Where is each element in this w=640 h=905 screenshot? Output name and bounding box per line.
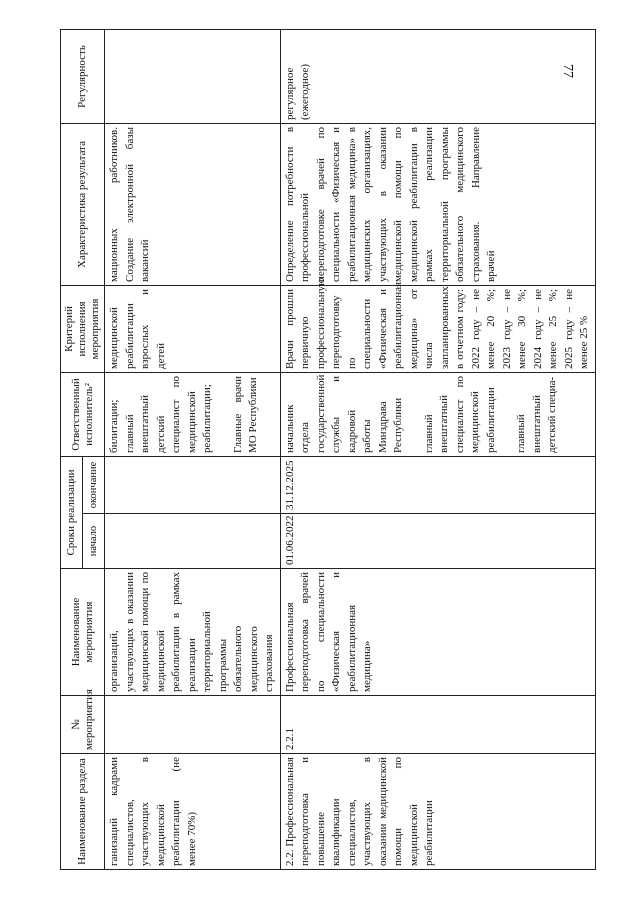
cell-number: 2.2.1 [280,696,595,754]
table-row [105,29,281,869]
cell-responsible [105,372,281,456]
responsible-text-1: начальник отдела государственной службы и кадровой работы Минздрава Республики [283,374,404,453]
header-number: № мероприятия [61,696,105,754]
cell-start: 01.06.2022 [280,514,595,569]
cell-regularity: регулярное (ежегодное) [280,29,595,123]
responsible-text-1: билитации; [108,399,120,453]
cell-end: 31.12.2025 [280,456,595,513]
cell-criterion: Врачи прошли первичную профессиональную переподготовку по специальности «Физическая и реабилитационная медицина» от числа запланированных в отчетном году: 2022 году – не менее 20 %; 2023 году – не менее 30 %; 2024 году – не менее 25 %; 2025 году – не менее 25 % [280,285,595,372]
table-row [280,29,595,869]
header-section: Наименование раздела [61,754,105,870]
cell-result: Определение потребности в профессиональной переподготовке врачей по специальности «Физическая и реабилитационная медицина» в медицинских организациях, участвующих в оказании медицинской помощи по медицинской реабилитации в рамках реализации территориальной программы обязательного медицинского страхования. Направление врачей [280,123,595,285]
header-responsible: Ответственный исполнитель² [61,372,105,456]
cell-section: ганизаций кадрами специалистов, участвующих в медицинской реабилитации (не менее 70%) [105,754,281,870]
cell-regularity [105,29,281,123]
header-criterion: Критерий исполнения мероприятия [61,285,105,372]
responsible-text-3: Главные врачи МО Республики [231,375,259,453]
header-end: окончание [83,456,105,513]
header-result: Характеристика результата [61,123,105,285]
cell-responsible [280,372,595,456]
responsible-text-3: главный внештатный детский специа- [515,376,558,453]
header-start: начало [83,514,105,569]
cell-section: 2.2. Профессиональная переподготовка и повышение квалификации специалистов, участвующих в оказании медицинской помощи по медицинской реабилитации [280,754,595,870]
header-terms: Сроки реализации [61,456,83,568]
cell-start [105,514,281,569]
cell-criterion: медицинской реабилитации взрослых и детей [105,285,281,372]
cell-name: организаций, участвующих в оказании медицинской помощи по медицинской реабилитации в рамках реализации территориальной программы обязательного медицинского страхования [105,569,281,696]
page-number: 77 [560,64,575,78]
responsible-text-2: главный внештатный специалист по медицинской реабилитации [422,375,497,453]
header-name: Наименование мероприятия [61,569,105,696]
cell-end [105,456,281,513]
responsible-text-2: главный внештатный детский специалист по медицинской реабилитации; [123,375,213,453]
header-regularity: Регулярность [61,29,105,123]
cell-name: Профессиональная переподготовка врачей по специальности «Физическая и реабилитационная медицина» [280,569,595,696]
cell-result: мационных работников. Создание электронной базы вакансий [105,123,281,285]
cell-number [105,696,281,754]
activities-table [60,29,596,870]
